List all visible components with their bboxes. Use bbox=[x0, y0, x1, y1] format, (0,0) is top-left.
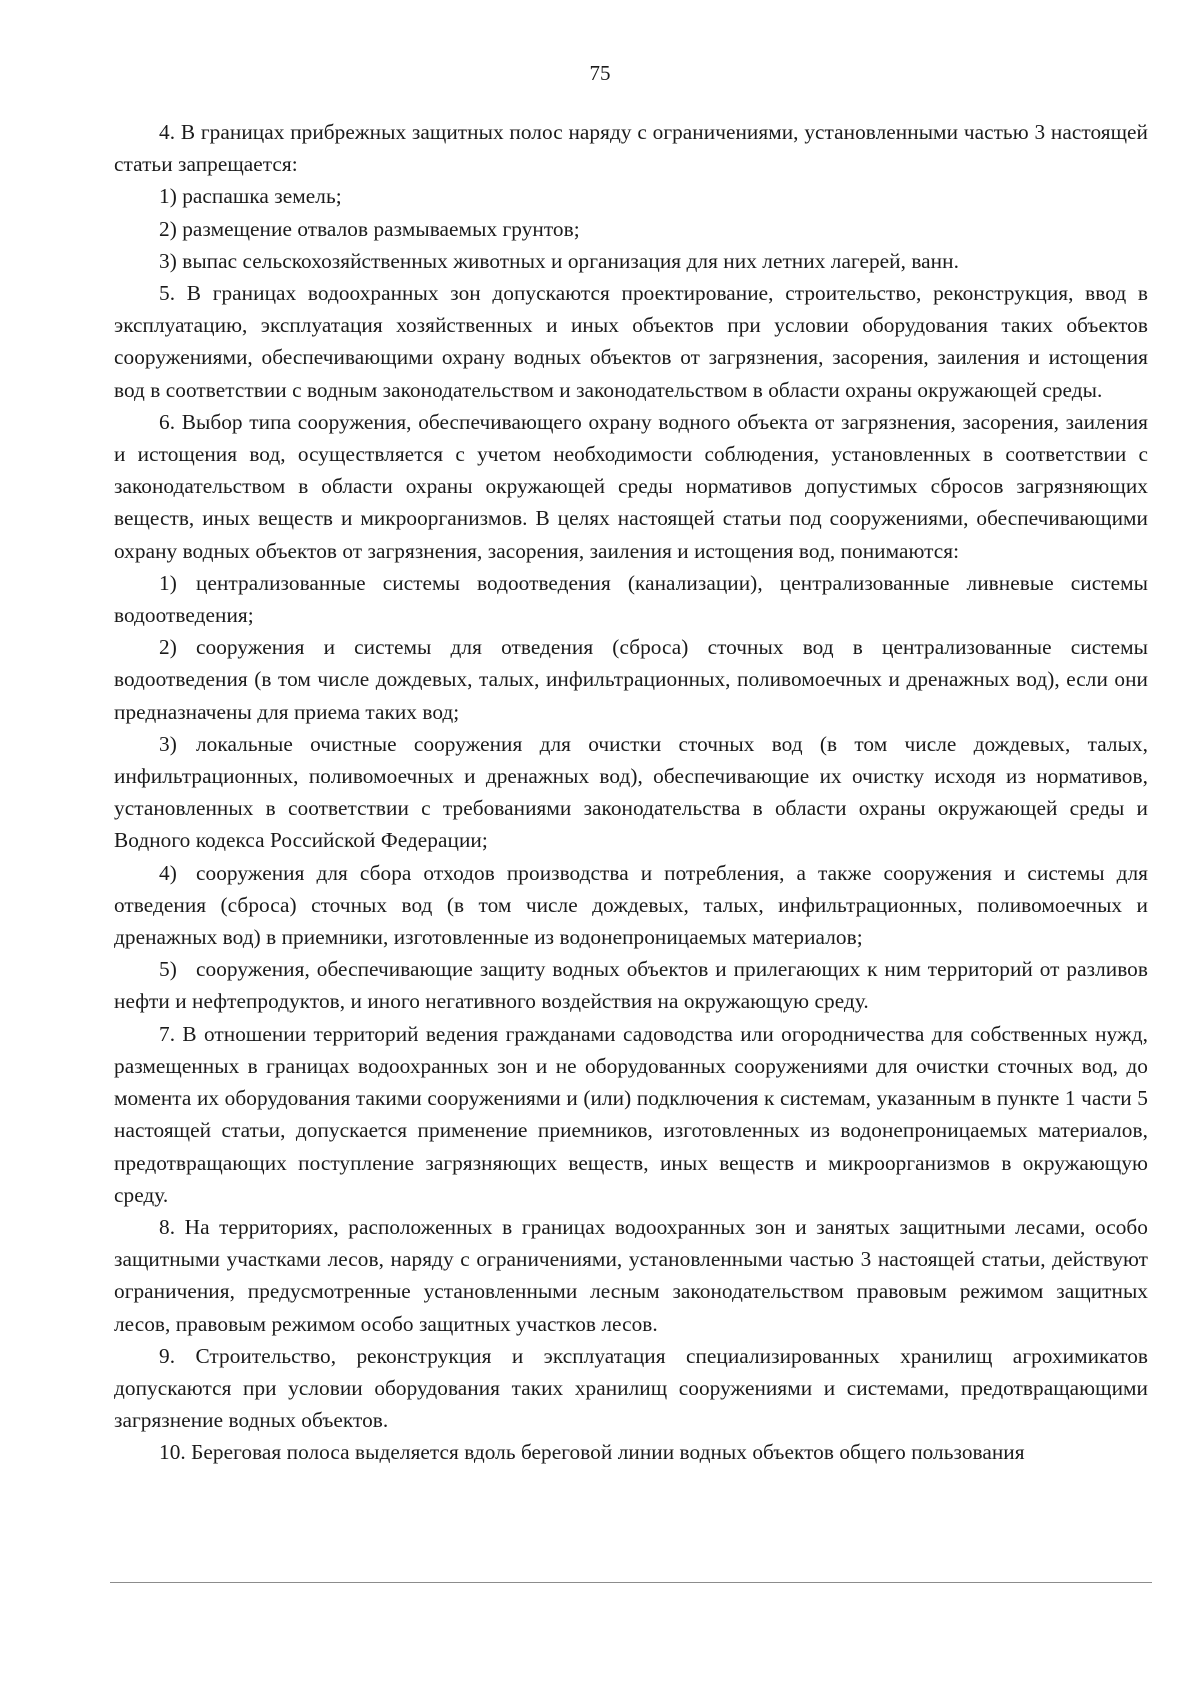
paragraph-5: 5. В границах водоохранных зон допускаются проектирование, строительство, реконструкция, ввод в эксплуатацию, эксплуатация хозяйственных и иных объектов при условии оборудования таких объектов сооружениями, обеспечивающими охрану водных объектов от загрязнения, засорения, заиления и истощения вод в соответствии с водным законодательством и законодательством в области охраны окружающей среды. bbox=[114, 281, 1148, 402]
list-item-number: 4) bbox=[159, 860, 177, 885]
paragraph-4: 4. В границах прибрежных защитных полос наряду с ограничениями, установленными частью 3 настоящей статьи запрещается: bbox=[114, 120, 1148, 177]
paragraph-7: 7. В отношении территорий ведения гражданами садоводства или огородничества для собственных нужд, размещенных в границах водоохранных зон и не оборудованных сооружениями для очистки сточных вод, до момента их оборудования такими сооружениями и (или) подключения к системам, указанным в пункте 1 части 5 настоящей статьи, допускается применение приемников, изготовленных из водонепроницаемых материалов, предотвращающих поступление загрязняющих веществ, иных веществ и микроорганизмов в окружающую среду. bbox=[114, 1021, 1148, 1207]
paragraph-9: 9. Строительство, реконструкция и эксплуатация специализированных хранилищ агрохимикатов допускаются при условии оборудования таких хранилищ сооружениями и системами, предотвращающими загрязнение водных объектов. bbox=[114, 1343, 1148, 1433]
list-item-text: сооружения, обеспечивающие защиту водных объектов и прилегающих к ним территорий от разливов нефти и нефтепродуктов, и иного негативного воздействия на окружающую среду. bbox=[114, 957, 1148, 1014]
list-item-6-3 bbox=[114, 728, 1148, 857]
list-item-6-5 bbox=[114, 953, 1148, 1017]
subitem-4-2: 2) размещение отвалов размываемых грунтов; bbox=[159, 216, 580, 241]
list-item-text: сооружения и системы для отведения (сброса) сточных вод в централизованные системы водоотведения (в том числе дождевых, талых, инфильтрационных, поливомоечных и дренажных вод), если они предназначены для приема таких вод; bbox=[114, 635, 1148, 724]
footer-divider bbox=[110, 1582, 1152, 1583]
list-item-number: 3) bbox=[159, 731, 177, 756]
page-number: 75 bbox=[589, 61, 611, 85]
list-item-text: централизованные системы водоотведения (канализации), централизованные ливневые системы водоотведения; bbox=[114, 570, 1148, 628]
paragraph-8: 8. На территориях, расположенных в границах водоохранных зон и занятых защитными лесами, особо защитными участками лесов, наряду с ограничениями, установленными частью 3 настоящей статьи, действуют ограничения, предусмотренные установленными лесным законодательством правовым режимом защитных лесов, правовым режимом особо защитных участков лесов. bbox=[114, 1214, 1148, 1336]
list-item-6-1 bbox=[114, 567, 1148, 631]
paragraph-10: 10. Береговая полоса выделяется вдоль береговой линии водных объектов общего пользования bbox=[159, 1440, 1025, 1465]
paragraph-6: 6. Выбор типа сооружения, обеспечивающего охрану водного объекта от загрязнения, засорения, заиления и истощения вод, осуществляется с учетом необходимости соблюдения, установленных в соответствии с законодательством в области охраны окружающей среды нормативов допустимых сбросов загрязняющих веществ, иных веществ и микроорганизмов. В целях настоящей статьи под сооружениями, обеспечивающими охрану водных объектов от загрязнения, засорения, заиления и истощения вод, понимаются: bbox=[114, 409, 1148, 563]
list-item-number: 2) bbox=[159, 635, 177, 660]
list-item-6-4 bbox=[114, 857, 1148, 954]
subitem-4-1: 1) распашка земель; bbox=[159, 184, 342, 209]
list-item-text: сооружения для сбора отходов производства и потребления, а также сооружения и системы для отведения (сброса) сточных вод (в том числе дождевых, талых, инфильтрационных, поливомоечных и дренажных вод) в приемники, изготовленные из водонепроницаемых материалов; bbox=[114, 860, 1148, 950]
document-body bbox=[114, 116, 1148, 1469]
list-item-6-2 bbox=[114, 631, 1148, 728]
subitem-4-3: 3) выпас сельскохозяйственных животных и организация для них летних лагерей, ванн. bbox=[159, 248, 959, 273]
list-item-number: 5) bbox=[159, 957, 177, 982]
list-item-text: локальные очистные сооружения для очистки сточных вод (в том числе дождевых, талых, инфильтрационных, поливомоечных и дренажных вод), обеспечивающие их очистку исходя из нормативов, установленных в соответствии с требованиями законодательства в области охраны окружающей среды и Водного кодекса Российской Федерации; bbox=[114, 731, 1148, 853]
list-item-number: 1) bbox=[159, 570, 177, 595]
